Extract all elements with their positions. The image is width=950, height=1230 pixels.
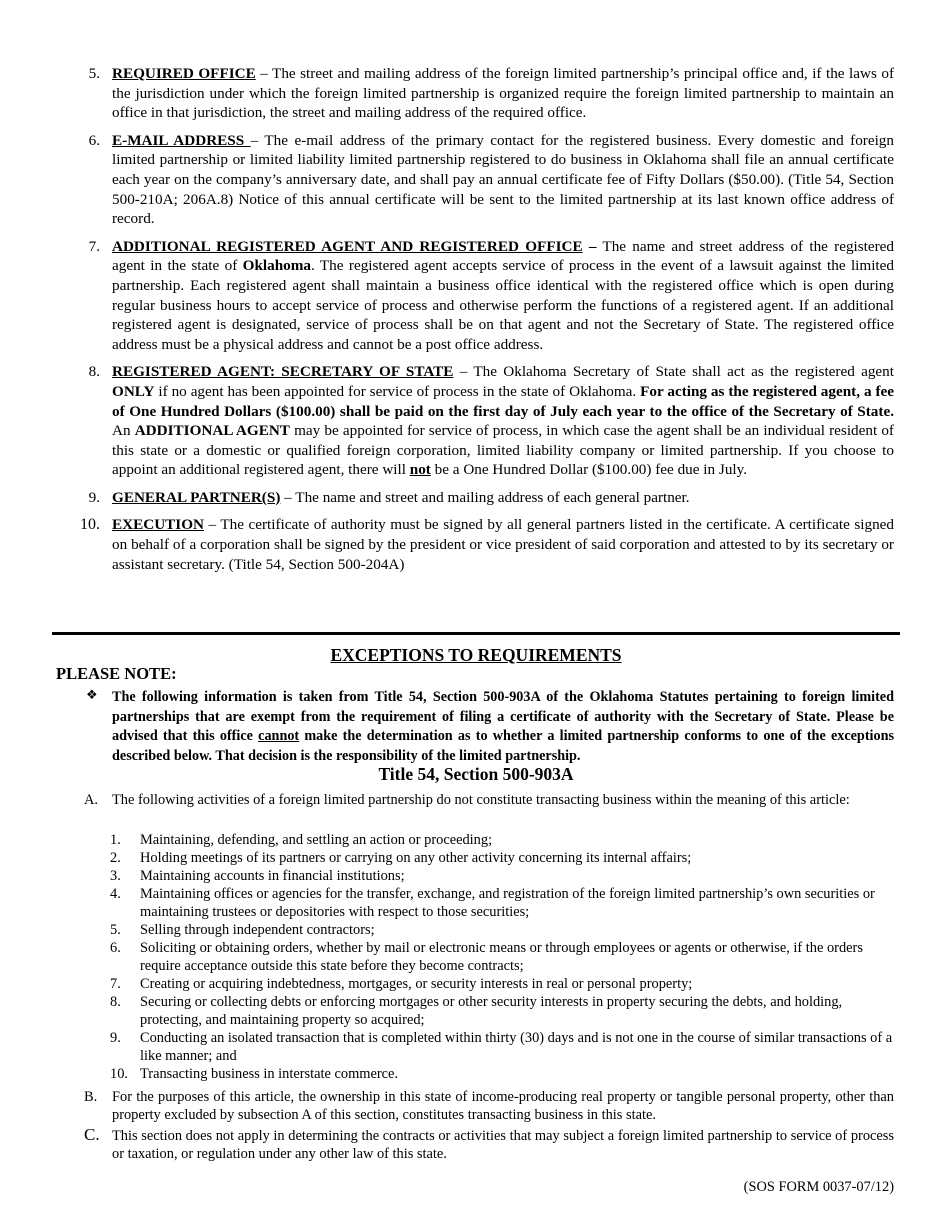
list-item <box>110 831 894 849</box>
list-number: 5. <box>110 922 121 938</box>
list-text: Securing or collecting debts or enforcing mortgages or other security interests in property securing the debts, and holding, protecting, and maintaining property so acquired; <box>140 994 843 1028</box>
list-number: 4. <box>110 886 121 902</box>
list-item <box>110 993 894 1029</box>
list-number: 7. <box>110 976 121 992</box>
item-text-a: – The Oklahoma Secretary of State shall act as the registered agent <box>453 363 894 381</box>
item-heading: GENERAL PARTNER(S) <box>112 488 281 506</box>
item-text: – The e-mail address of the primary contact for the registered business. Every domestic and foreign limited partnership or limited liability limited partnership registered to do business in Oklahoma shall file an annual certificate each year on the company’s anniversary date, and shall pay an annual certificate fee of Fifty Dollars ($50.00). (Title 54, Section 500-210A; 206A.8) Notice of this annual certificate will be sent to the limited partnership at its last known office address of record. <box>112 131 894 228</box>
notice-bullet <box>86 688 894 766</box>
exceptions-heading: EXCEPTIONS TO REQUIREMENTS <box>330 645 622 665</box>
list-item <box>110 849 894 867</box>
item-heading: REQUIRED OFFICE <box>112 65 256 82</box>
section-text: This section does not apply in determining the contracts or activities that may subject a foreign limited partnership to service of process or taxation, or regulation under any other law of this state. <box>112 1128 894 1162</box>
instructions-list <box>80 64 894 582</box>
instruction-item-5 <box>80 64 894 123</box>
list-number: 6. <box>110 940 121 956</box>
item-heading: REGISTERED AGENT: SECRETARY OF STATE <box>112 363 454 381</box>
section-b <box>84 1088 894 1124</box>
list-item <box>110 867 894 885</box>
item-number: 7. <box>88 237 100 255</box>
item-text-e: be a One Hundred Dollar ($100.00) fee due in July. <box>430 461 748 479</box>
list-number: 3. <box>110 868 121 884</box>
section-a <box>84 791 894 809</box>
section-letter: C. <box>84 1125 100 1144</box>
section-text: For the purposes of this article, the ownership in this state of income-producing real property or tangible personal property, other than property excluded by subsection A of this section, constitutes transacting business in this state. <box>112 1089 894 1123</box>
list-number: 8. <box>110 994 121 1010</box>
item-heading: EXECUTION <box>112 516 204 534</box>
additional-agent-emphasis: ADDITIONAL AGENT <box>134 422 290 440</box>
instruction-item-6 <box>80 131 894 229</box>
list-number: 2. <box>110 850 121 866</box>
list-item <box>110 975 894 993</box>
list-number: 1. <box>110 832 121 848</box>
not-emphasis: not <box>409 461 431 479</box>
list-text: Soliciting or obtaining orders, whether by mail or electronic means or through employees or agents or otherwise, if the orders require acceptance outside this state before they become contracts; <box>140 940 863 974</box>
fee-sentence: For acting as the registered agent, a fee of One Hundred Dollars ($100.00) shall be paid on the first day of July each year to the office of the Secretary of State. <box>112 382 894 420</box>
item-dash: – <box>582 237 597 255</box>
state-name: Oklahoma <box>242 257 311 275</box>
item-text: – The name and street and mailing address of each general partner. <box>280 488 690 506</box>
activities-list <box>110 831 894 1083</box>
instruction-item-8 <box>80 362 894 480</box>
instruction-item-10 <box>80 515 894 574</box>
item-heading: E-MAIL ADDRESS <box>112 131 251 149</box>
list-item <box>110 1029 894 1065</box>
form-number-footer: (SOS FORM 0037-07/12) <box>743 1179 894 1195</box>
item-heading: ADDITIONAL REGISTERED AGENT AND REGISTERED OFFICE <box>112 237 583 255</box>
list-text: Holding meetings of its partners or carrying on any other activity concerning its internal affairs; <box>140 850 692 866</box>
list-text: Maintaining accounts in financial institutions; <box>140 868 405 884</box>
list-item <box>110 1065 894 1083</box>
notice-text <box>112 688 894 766</box>
list-item <box>110 939 894 975</box>
item-text-a: The name and street address of the registered agent in the state of <box>112 237 895 275</box>
item-text: – The street and mailing address of the foreign limited partnership’s principal office and, if the laws of the jurisdiction under which the foreign limited partnership is organized require the foreign limited partnership to maintain an office in that jurisdiction, the street and mailing address of the required office. <box>112 65 894 122</box>
item-number: 10. <box>80 516 100 534</box>
instruction-item-7 <box>80 237 894 355</box>
statute-title: Title 54, Section 500-903A <box>378 764 574 784</box>
notice-text-b: make the determination as to whether a limited partnership conforms to one of the exceptions described below. That decision is the responsibility of the limited partnership. <box>112 728 894 764</box>
item-text-d: may be appointed for service of process, in which case the agent shall be an individual resident of this state or a domestic or qualified foreign corporation, limited liability company or limited partnership. If you choose to appoint an additional registered agent, there will <box>112 422 894 479</box>
item-number: 6. <box>88 131 100 149</box>
list-item <box>110 885 894 921</box>
list-text: Maintaining, defending, and settling an action or proceeding; <box>140 832 493 848</box>
please-note-label: PLEASE NOTE: <box>56 664 177 683</box>
item-text-b: . The registered agent accepts service of process in the event of a lawsuit against the limited partnership. Each registered agent shall maintain a business office identical with the registered office which is open during regular business hours to accept service of process and otherwise perform the functions of a registered agent. If an additional registered agent is designated, service of process shall be on that agent and not the Secretary of State. The registered office address must be a physical address and cannot be a post office address. <box>112 257 894 353</box>
section-letter: A. <box>84 792 98 808</box>
section-letter: B. <box>84 1089 98 1105</box>
list-number: 10. <box>110 1066 128 1082</box>
cannot-emphasis: cannot <box>258 728 300 744</box>
section-divider <box>52 632 900 635</box>
section-c <box>84 1127 894 1163</box>
item-number: 5. <box>88 65 100 82</box>
only-emphasis: ONLY <box>112 382 155 400</box>
item-text-c: An <box>112 422 135 440</box>
notice-text-a: The following information is taken from Title 54, Section 500-903A of the Oklahoma Statutes pertaining to foreign limited partnerships that are exempt from the requirement of filing a certificate of authority with the Secretary of State. Please be advised that this office <box>112 689 894 744</box>
item-number: 9. <box>88 488 100 506</box>
list-text: Selling through independent contractors; <box>140 922 375 938</box>
item-text-b: if no agent has been appointed for service of process in the state of Oklahoma. <box>154 382 641 400</box>
list-text: Creating or acquiring indebtedness, mortgages, or security interests in real or personal property; <box>140 976 693 992</box>
list-text: Transacting business in interstate commerce. <box>140 1066 399 1082</box>
diamond-bullet-icon: ❖ <box>86 688 98 703</box>
list-text: Maintaining offices or agencies for the transfer, exchange, and registration of the foreign limited partnership’s own securities or maintaining trustees or depositories with respect to those securities; <box>140 886 875 920</box>
item-text: – The certificate of authority must be signed by all general partners listed in the certificate. A certificate signed on behalf of a corporation shall be signed by the president or vice president of said corporation and attested to by its secretary or assistant secretary. (Title 54, Section 500-204A) <box>112 516 894 573</box>
instruction-item-9 <box>80 488 894 508</box>
section-text: The following activities of a foreign limited partnership do not constitute transacting business within the meaning of this article: <box>112 792 850 808</box>
list-text: Conducting an isolated transaction that is completed within thirty (30) days and is not one in the course of similar transactions of a like manner; and <box>140 1030 893 1064</box>
list-item <box>110 921 894 939</box>
list-number: 9. <box>110 1030 121 1046</box>
item-number: 8. <box>88 363 100 381</box>
